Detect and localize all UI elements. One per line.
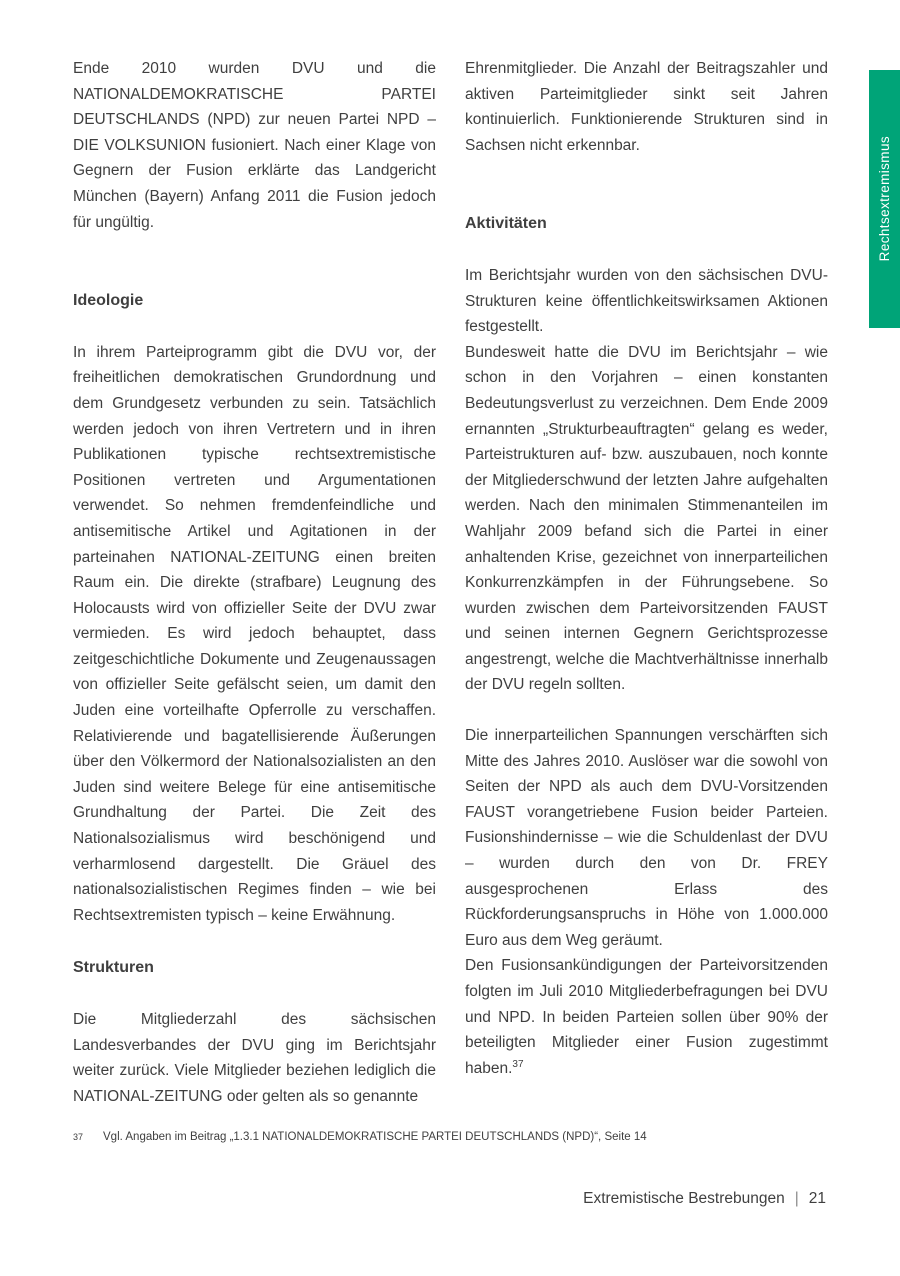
heading-ideologie: Ideologie xyxy=(73,292,144,310)
spannungen-paragraph-2-text: Den Fusionsankündigungen der Parteivorsitzenden folgten im Juli 2010 Mitgliederbefragungen bei DVU und NPD. In beiden Parteien sollen über 90% der beteiligten Mitglieder einer Fusion zugestimmt haben. xyxy=(465,957,828,1077)
aktivitaeten-paragraph-2: Bundesweit hatte die DVU im Berichtsjahr – wie schon in den Vorjahren – einen konstanten Bedeutungsverlust zu verzeichnen. Dem Ende 2009 ernannten „Strukturbeauftragten“ gelang es weder, Parteistrukturen auf- bzw. auszubauen, noch konnte der Mitgliederschwund der letzten Jahre aufgehalten werden. Nach den minimalen Stimmenanteilen im Wahljahr 2009 befand sich die Partei in einer anhaltenden Krise, gezeichnet von innerparteilichen Konkurrenzkämpfen in der Führungsebene. So wurden zwischen dem Parteivorsitzenden FAUST und seinen internen Gegnern Gerichtsprozesse angestrengt, welche die Machtverhältnisse innerhalb der DVU regeln sollten. xyxy=(465,343,828,694)
left-column xyxy=(73,56,436,1109)
aktivitaeten-paragraph-1: Im Berichtsjahr wurden von den sächsischen DVU-Strukturen keine öffentlichkeitswirksamen Aktionen festgestellt. xyxy=(465,266,828,336)
right-column xyxy=(465,56,828,1109)
content-columns xyxy=(73,56,828,1109)
footnote xyxy=(73,1130,826,1145)
footer-separator: | xyxy=(794,1190,799,1207)
side-tab-label: Rechtsextremismus xyxy=(877,136,892,262)
side-tab-rechtsextremismus xyxy=(869,70,900,328)
footer-page-number: 21 xyxy=(808,1190,826,1207)
page-footer xyxy=(583,1190,826,1208)
strukturen-paragraph: Die Mitgliederzahl des sächsischen Landesverbandes der DVU ging im Berichtsjahr weiter zurück. Viele Mitglieder beziehen lediglich die NATIONAL-ZEITUNG oder gelten als so genannte xyxy=(73,1011,436,1105)
footer-label: Extremistische Bestrebungen xyxy=(583,1190,785,1207)
footnote-marker: 37 xyxy=(73,1132,84,1142)
strukturen-continued-paragraph: Ehrenmitglieder. Die Anzahl der Beitragszahler und aktiven Parteimitglieder sinkt seit Jahren kontinuierlich. Funktionierende Strukturen sind in Sachsen nicht erkennbar. xyxy=(465,60,828,154)
ideologie-paragraph: In ihrem Parteiprogramm gibt die DVU vor, der freiheitlichen demokratischen Grundordnung und dem Grundgesetz verbunden zu sein. Tatsächlich werden jedoch von ihren Vertretern und in ihren Publikationen typische rechtsextremistische Positionen vertreten und Argumentationen verwendet. So nehmen fremdenfeindliche und antisemitische Artikel und Agitationen in der parteinahen NATIONAL-ZEITUNG einen breiten Raum ein. Die direkte (strafbare) Leugnung des Holocausts wird von offizieller Seite der DVU zwar vermieden. Es wird jedoch behauptet, dass zeitgeschichtliche Dokumente und Zeugenaussagen von offizieller Seite gefälscht seien, um damit den Juden eine vorteilhafte Opferrolle zu verschaffen. Relativierende und bagatellisierende Äußerungen über den Völkermord der Nationalsozialisten an den Juden sind weitere Belege für eine antisemitische Grundhaltung der Partei. Die Zeit des Nationalsozialismus wird beschönigend und verharmlosend dargestellt. Die Gräuel des nationalsozialistischen Regimes finden – wie bei Rechtsextremisten typisch – keine Erwähnung. xyxy=(73,343,436,924)
spannungen-paragraph-2 xyxy=(465,953,828,1081)
heading-aktivitaeten: Aktivitäten xyxy=(465,215,547,233)
heading-strukturen: Strukturen xyxy=(73,959,154,977)
footnote-text: Vgl. Angaben im Beitrag „1.3.1 NATIONALDEMOKRATISCHE PARTEI DEUTSCHLANDS (NPD)“, Seite 14 xyxy=(103,1131,647,1143)
spannungen-paragraph-1: Die innerparteilichen Spannungen verschärften sich Mitte des Jahres 2010. Auslöser war die sowohl von Seiten der NPD als auch dem DVU-Vorsitzenden FAUST vorangetriebene Fusion beider Parteien. Fusionshindernisse – wie die Schuldenlast der DVU – wurden durch den von Dr. FREY ausgesprochenen Erlass des Rückforderungsanspruchs in Höhe von 1.000.000 Euro aus dem Weg geräumt. xyxy=(465,727,828,949)
intro-paragraph: Ende 2010 wurden DVU und die NATIONALDEMOKRATISCHE PARTEI DEUTSCHLANDS (NPD) zur neuen Partei NPD – DIE VOLKSUNION fusioniert. Nach einer Klage von Gegnern der Fusion erklärte das Landgericht München (Bayern) Anfang 2011 die Fusion jedoch für ungültig. xyxy=(73,60,436,231)
footnote-ref: 37 xyxy=(512,1058,524,1070)
